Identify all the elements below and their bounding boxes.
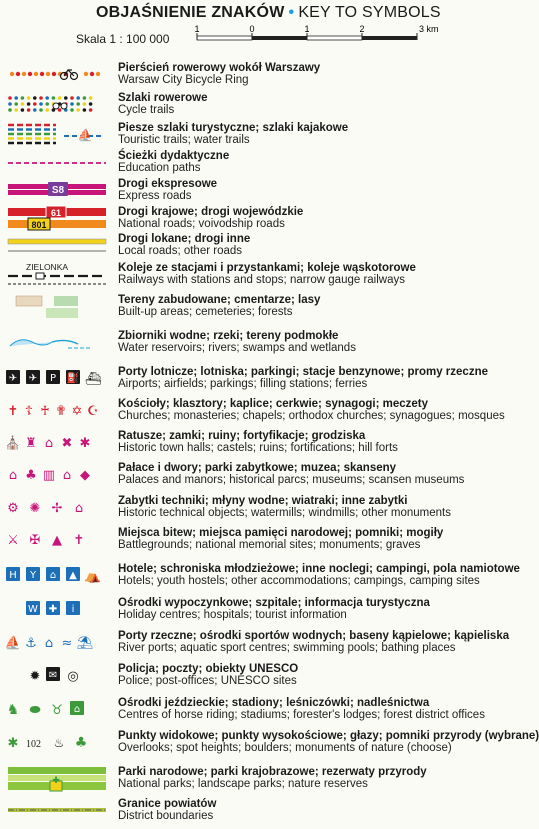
legend-label-polish: Tereny zabudowane; cmentarze; lasy (118, 294, 321, 306)
legend-row (0, 262, 500, 292)
legend-title (96, 4, 441, 22)
scale-tick: 1 (194, 24, 200, 34)
legend-label-english: Local roads; other roads (118, 245, 243, 257)
legend-symbol-hiking-trail-dashes (6, 122, 108, 148)
castle-icon: ♜ (25, 436, 37, 451)
legend-symbol-water (6, 330, 108, 356)
legend-label-english: Built-up areas; cemeteries; forests (118, 306, 293, 318)
legend-row (0, 730, 539, 760)
legend-label-polish: Kościoły; klasztory; kaplice; cerkwie; synagogi; meczety (118, 398, 428, 410)
monument-icon: ▲ (52, 533, 62, 548)
legend-row (0, 233, 500, 263)
camping-icon (66, 567, 80, 581)
legend-label-polish: Ratusze; zamki; ruiny; fortyfikacje; grodziska (118, 430, 366, 442)
mosque-icon: ☪ (87, 404, 99, 419)
svg-text:✚: ✚ (48, 604, 58, 615)
police-icon: ✹ (29, 669, 41, 684)
title-separator: • (288, 4, 295, 21)
chapel-icon: ♰ (40, 404, 50, 419)
legend-symbol-public-icons (6, 663, 108, 689)
legend-label-english: Historic technical objects; watermills; windmills; other monuments (118, 507, 451, 519)
legend-row (0, 430, 500, 460)
other-monument-icon: ⌂ (74, 501, 84, 516)
horse-riding-icon: ♞ (6, 702, 20, 718)
legend-label-english: Centres of horse riding; stadiums; forester's lodges; forest district offices (118, 709, 485, 721)
legend-text (118, 597, 430, 621)
legend-text (118, 798, 216, 822)
legend-row (0, 697, 500, 727)
legend-row (0, 630, 510, 660)
legend-label-polish: Porty lotnicze; lotniska; parkingi; stacje benzynowe; promy rzeczne (118, 366, 488, 378)
legend-row (0, 663, 500, 693)
legend-text (118, 462, 464, 486)
legend-row (0, 92, 500, 122)
legend-text (118, 92, 207, 116)
legend-text (118, 697, 485, 721)
legend-text (118, 495, 451, 519)
legend-label-english: Airports; airfields; parkings; filling stations; ferries (118, 378, 368, 390)
legend-label-english: National parks; landscape parks; nature reserves (118, 778, 368, 790)
title-polish: OBJAŚNIENIE ZNAKÓW (96, 4, 285, 21)
svg-text:Y: Y (29, 570, 37, 581)
legend-label-polish: Hotele; schroniska młodzieżowe; inne noclegi; campingi, pola namiotowe (118, 563, 520, 575)
svg-text:H: H (9, 570, 17, 581)
svg-text:✈: ✈ (8, 373, 18, 384)
legend-row (0, 527, 500, 557)
legend-label-english: River ports; aquatic sport centres; swimming pools; bathing places (118, 642, 456, 654)
legend-symbol-national-road (6, 206, 108, 232)
fortification-icon: ✖ (61, 436, 73, 451)
svg-text:⌂: ⌂ (49, 570, 57, 581)
legend-symbol-cycle-trail-dots (6, 92, 108, 118)
svg-text:✉: ✉ (48, 670, 58, 681)
legend-label-english: National roads; voivodship roads (118, 218, 285, 230)
legend-row (0, 398, 505, 428)
svg-text:⌂: ⌂ (73, 704, 81, 715)
legend-text (118, 430, 398, 454)
ferry-icon: ⛴ (84, 372, 102, 387)
overlook-icon: ✱ (7, 736, 19, 751)
legend-text (118, 766, 427, 790)
svg-text:W: W (28, 604, 38, 615)
legend-symbol-historic-icons (6, 430, 108, 456)
filling-station-icon (66, 370, 80, 384)
legend-symbol-religious-icons (6, 398, 108, 424)
scale-tick: 2 (359, 24, 365, 34)
road-badge-801: 801 (31, 220, 47, 230)
church-icon: ✝ (7, 404, 19, 419)
legend-label-polish: Granice powiatów (118, 798, 217, 810)
scale-tick: 3 km (419, 24, 439, 34)
legend-symbol-local-road (6, 233, 108, 259)
legend-label-polish: Punkty widokowe; punkty wysokościowe; głazy; pomniki przyrody (wybrane) (118, 730, 539, 742)
legend-text (118, 294, 320, 318)
legend-label-polish: Zbiorniki wodne; rzeki; tereny podmokłe (118, 330, 339, 342)
forest-district-office-icon (70, 701, 84, 715)
legend-label-polish: Pierścień rowerowy wokół Warszawy (118, 62, 321, 74)
grave-icon: ✝ (73, 533, 85, 548)
svg-text:▲: ▲ (69, 570, 77, 581)
scale-tick: 0 (249, 24, 255, 34)
legend-row (0, 597, 500, 627)
legend-symbol-lodging-icons (6, 563, 108, 589)
legend-label-polish: Drogi krajowe; drogi wojewódzkie (118, 206, 304, 218)
legend-row (0, 294, 500, 324)
legend-label-polish: Porty rzeczne; ośrodki sportów wodnych; baseny kąpielowe; kąpieliska (118, 630, 510, 642)
legend-label-polish: Ścieżki dydaktyczne (118, 150, 230, 162)
svg-text:⛽: ⛽ (66, 373, 80, 384)
legend-label-english: Education paths (118, 162, 201, 174)
legend-label-english: Police; post-offices; UNESCO sites (118, 675, 297, 687)
airfield-icon (26, 370, 40, 384)
legend-label-english: Churches; monasteries; chapels; orthodox churches; synagogues; mosques (118, 410, 505, 422)
scale-label: Skala 1 : 100 000 (76, 32, 170, 46)
windmill-icon: ✢ (51, 501, 63, 516)
scansen-icon: ⌂ (62, 468, 72, 483)
legend-label-polish: Piesze szlaki turystyczne; szlaki kajakowe (118, 122, 349, 134)
legend-label-english: Railways with stations and stops; narrow gauge railways (118, 274, 405, 286)
legend-row (0, 206, 500, 236)
legend-label-english: Battlegrounds; national memorial sites; monuments; graves (118, 539, 421, 551)
legend-label-english: Water reservoirs; rivers; swamps and wetlands (118, 342, 356, 354)
beach-icon: ⛱ (76, 636, 94, 651)
orthodox-church-icon: ✟ (55, 404, 67, 419)
post-office-icon (46, 667, 60, 681)
legend-label-polish: Miejsca bitew; miejsca pamięci narodowej; pomniki; mogiły (118, 527, 444, 539)
svg-text:i: i (71, 604, 75, 615)
aquatic-sport-icon: ⚓ (25, 636, 37, 651)
hospital-icon (46, 601, 60, 615)
legend-row (0, 462, 500, 492)
legend-row (0, 495, 500, 525)
stadium-icon: ⬬ (29, 703, 41, 718)
legend-label-polish: Zabytki techniki; młyny wodne; wiatraki; inne zabytki (118, 495, 408, 507)
legend-text (118, 122, 348, 146)
legend-text (118, 527, 443, 551)
legend-text (118, 178, 217, 202)
legend-label-english: Touristic trails; water trails (118, 134, 250, 146)
hill-fort-icon: ✱ (79, 436, 91, 451)
legend-label-polish: Ośrodki wypoczynkowe; szpitale; informacja turystyczna (118, 597, 430, 609)
legend-row (0, 150, 500, 180)
parking-icon (46, 370, 60, 384)
legend-label-polish: Pałace i dwory; parki zabytkowe; muzea; skanseny (118, 462, 397, 474)
legend-symbol-parks (6, 766, 108, 792)
memorial-site-icon: ✠ (29, 533, 41, 548)
legend-label-polish: Koleje ze stacjami i przystankami; koleje wąskotorowe (118, 262, 416, 274)
legend-text (118, 366, 488, 390)
scale-tick: 1 (304, 24, 310, 34)
legend-symbol-memorial-icons (6, 527, 108, 553)
legend-label-english: Cycle trails (118, 104, 175, 116)
legend-text (118, 233, 250, 257)
ruins-icon: ⌂ (44, 436, 54, 451)
youth-hostel-icon (26, 567, 40, 581)
legend-symbol-bicycle-ring-dots (6, 62, 108, 88)
legend-label-polish: Drogi ekspresowe (118, 178, 218, 190)
accommodation-icon (46, 567, 60, 581)
historic-park-icon: ♣ (25, 468, 37, 483)
synagogue-icon: ✡ (71, 404, 83, 419)
legend-label-polish: Ośrodki jeździeckie; stadiony; leśniczówki; nadleśnictwa (118, 697, 430, 709)
legend-header (0, 0, 500, 52)
legend-symbol-education-path-dashes (6, 150, 108, 176)
legend-row (0, 366, 500, 396)
legend-text (118, 730, 539, 754)
palace-icon: ⌂ (8, 468, 18, 483)
monastery-icon: ☦ (24, 404, 34, 419)
scale-bar (194, 24, 447, 48)
hotel-icon (6, 567, 20, 581)
station-label: ZIELONKA (26, 262, 69, 272)
legend-text (118, 262, 416, 286)
legend-symbol-service-icons (6, 597, 108, 623)
technical-monument-icon: ⚙ (7, 501, 19, 516)
legend-label-english: Hotels; youth hostels; other accommodations; campings, camping sites (118, 575, 480, 587)
legend-row (0, 122, 500, 152)
bathing-place-icon: ≈ (61, 636, 73, 651)
legend-label-polish: Szlaki rowerowe (118, 92, 208, 104)
legend-row (0, 766, 500, 796)
holiday-centre-icon (26, 601, 40, 615)
legend-row (0, 330, 500, 360)
title-english: KEY TO SYMBOLS (298, 4, 441, 21)
museum-icon: ▥ (42, 468, 56, 483)
legend-row (0, 62, 500, 92)
airport-icon (6, 370, 20, 384)
legend-text (118, 398, 505, 422)
manor-icon: ◆ (80, 468, 90, 483)
legend-label-polish: Drogi lokane; drogi inne (118, 233, 251, 245)
watermill-icon: ✺ (29, 501, 41, 516)
legend-row (0, 178, 500, 208)
kayak-icon: ⛵ (77, 128, 93, 142)
road-badge-61: 61 (50, 208, 62, 218)
legend-symbol-district-boundary (6, 798, 108, 824)
legend-label-english: District boundaries (118, 810, 214, 822)
tourist-information-icon (66, 601, 80, 615)
legend-text (118, 206, 303, 230)
legend-symbol-technical-icons (6, 495, 108, 521)
town-hall-icon: ⛪ (4, 436, 22, 451)
boulder-icon: ♨ (53, 736, 65, 750)
legend-label-english: Overlooks; spot heights; boulders; monuments of nature (choose) (118, 742, 452, 754)
forester-lodge-icon: ♉ (51, 703, 63, 718)
swimming-pool-icon: ⌂ (44, 636, 54, 651)
svg-text:✈: ✈ (28, 373, 38, 384)
legend-text (118, 62, 320, 86)
battleground-icon: ⚔ (7, 533, 19, 548)
road-badge-s8: S8 (51, 185, 65, 196)
spot-height-label: 102 (26, 739, 41, 750)
legend-symbol-palace-icons (6, 462, 108, 488)
nature-monument-icon: ♣ (74, 735, 88, 751)
legend-text (118, 563, 520, 587)
legend-label-english: Historic town halls; castels; ruins; fortifications; hill forts (118, 442, 398, 454)
legend-symbol-land-areas (6, 294, 108, 320)
legend-label-english: Palaces and manors; historical parcs; museums; scansen museums (118, 474, 465, 486)
legend-text (118, 630, 509, 654)
legend-text (118, 330, 356, 354)
nature-reserve-icon: ✚ (52, 776, 60, 786)
legend-label-english: Warsaw City Bicycle Ring (118, 74, 249, 86)
legend-label-english: Express roads (118, 190, 192, 202)
legend-row (0, 798, 500, 828)
legend-label-english: Holiday centres; hospitals; tourist information (118, 609, 347, 621)
river-port-icon: ⛵ (4, 636, 22, 651)
legend-row (0, 563, 520, 593)
legend-symbol-railway (6, 262, 108, 288)
camping-site-icon: ⛺ (84, 569, 102, 584)
legend-symbol-express-road (6, 178, 108, 204)
legend-symbol-water-sport-icons (6, 630, 108, 656)
unesco-icon: ◎ (67, 669, 79, 684)
legend-label-polish: Parki narodowe; parki krajobrazowe; rezerwaty przyrody (118, 766, 427, 778)
legend-text (118, 663, 298, 687)
legend-label-polish: Policja; poczty; obiekty UNESCO (118, 663, 299, 675)
legend-symbol-nature-icons (6, 730, 108, 756)
legend-symbol-transport-icons (6, 366, 108, 392)
legend-text (118, 150, 229, 174)
legend-symbol-riding-icons (6, 697, 108, 723)
svg-text:P: P (49, 373, 57, 384)
bicycle-icon (61, 70, 78, 80)
